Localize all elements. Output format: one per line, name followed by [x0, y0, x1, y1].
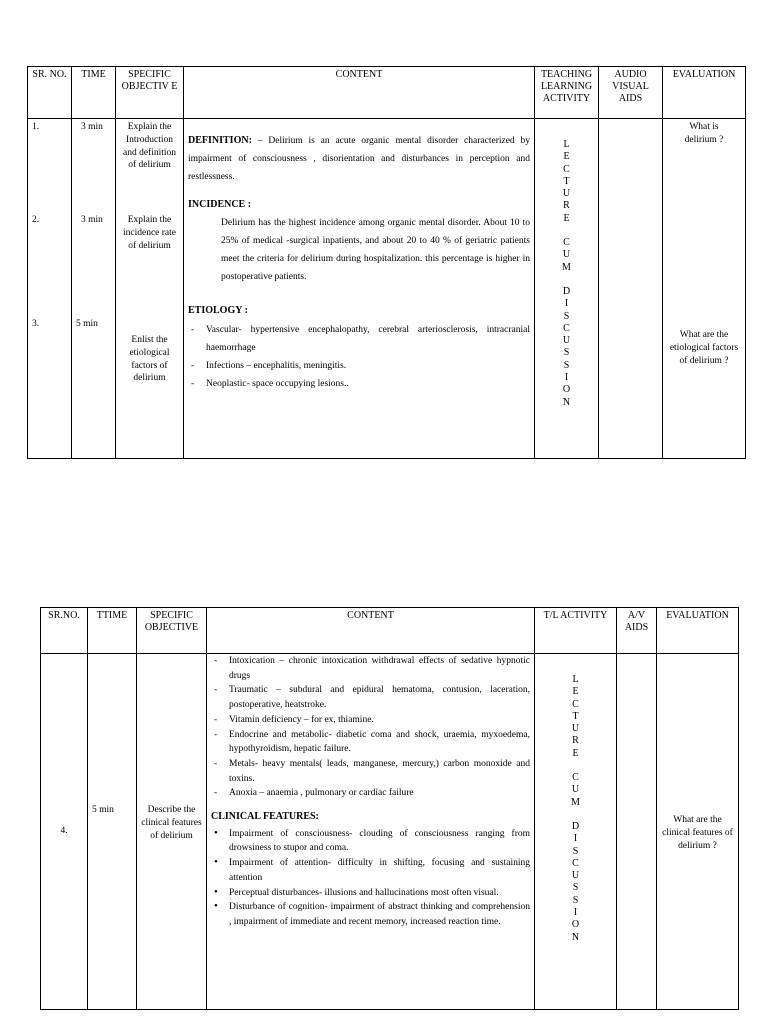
teaching-activity-cell [535, 119, 599, 459]
sr-no-cell [41, 654, 88, 1010]
activity-letter: E [572, 747, 579, 759]
header-evaluation: EVALUATION [657, 608, 739, 654]
evaluation-3: What are the etiological factors of delirium ? [669, 330, 739, 366]
objective-2: Explain the incidence rate of delirium [122, 215, 176, 251]
activity-letter: L [563, 139, 570, 150]
etiology-item: - Infections – encephalitis, meningitis. [188, 357, 530, 375]
activity-letter: N [562, 396, 571, 408]
header-time: TTIME [88, 608, 137, 654]
activity-letter: D [562, 285, 571, 297]
activity-letter: O [562, 384, 571, 396]
activity-letter: C [572, 772, 579, 784]
time-3: 5 min [76, 319, 98, 329]
evaluation-cell [657, 654, 739, 1010]
av-aids-cell [617, 654, 657, 1010]
time-cell [72, 119, 116, 459]
activity-letter: D [571, 820, 580, 832]
incidence-text: Delirium has the highest incidence among organic mental disorder. About 10 to 25% of medical -surgical inpatients, and about 20 to 40 % of geriatric patients meet the criteria for delirium during hospitalization. this percentage is higher in postoperative patients. [221, 217, 530, 282]
activity-letter: U [571, 784, 580, 796]
objective-1: Explain the Introduction and definition of delirium [122, 122, 177, 171]
activity-letter: S [563, 310, 570, 322]
lecture-cum-discussion-vertical [538, 674, 613, 944]
objective-cell [116, 119, 184, 459]
activity-letter: S [572, 845, 579, 857]
objective-cell [137, 654, 207, 1010]
header-av-aids: A/V AIDS [617, 608, 657, 654]
sr-no-2: 2. [32, 215, 40, 225]
evaluation-cell [663, 119, 746, 459]
etiology-item: - Vitamin deficiency – for ex, thiamine. [211, 713, 530, 728]
activity-letter: R [563, 200, 570, 212]
header-evaluation: EVALUATION [663, 67, 746, 119]
time-4: 5 min [92, 805, 114, 815]
activity-letter: C [563, 322, 570, 334]
etiology-item: - Neoplastic- space occupying lesions.. [188, 375, 530, 393]
header-teaching-learning-activity: TEACHING LEARNING ACTIVITY [535, 67, 599, 119]
definition-heading: DEFINITION: [188, 135, 258, 146]
activity-letter: C [572, 698, 579, 710]
lesson-plan-table-1 [27, 66, 746, 459]
header-tl-activity: T/L ACTIVITY [535, 608, 617, 654]
activity-letter: T [572, 710, 579, 722]
evaluation-1: What is delirium ? [684, 122, 724, 145]
clinical-feature-item: • Impairment of consciousness- clouding of consciousness ranging from drowsiness to stupor and coma. [211, 827, 530, 856]
activity-letter: I [564, 298, 569, 310]
activity-letter: U [562, 249, 571, 261]
activity-letter: T [563, 175, 570, 187]
header-content: CONTENT [207, 608, 535, 654]
etiology-continued-list [211, 654, 530, 801]
header-sr-no: SR. NO. [28, 67, 72, 119]
activity-letter: I [573, 833, 578, 845]
audio-visual-aids-cell [599, 119, 663, 459]
definition-paragraph [188, 131, 530, 186]
incidence-heading: INCIDENCE : [188, 199, 252, 211]
activity-letter: C [563, 237, 570, 249]
header-time: TIME [72, 67, 116, 119]
activity-letter: U [562, 188, 571, 200]
time-2: 3 min [81, 215, 103, 225]
clinical-features-list [211, 827, 530, 930]
content-cell [184, 119, 535, 459]
etiology-item: - Intoxication – chronic intoxication withdrawal effects of sedative hypnotic drugs [211, 654, 530, 683]
etiology-item: - Traumatic – subdural and epidural hematoma, contusion, laceration, postoperative, heatstroke. [211, 683, 530, 712]
time-cell [88, 654, 137, 1010]
header-content: CONTENT [184, 67, 535, 119]
activity-letter: R [572, 735, 579, 747]
etiology-item: - Metals- heavy mentals( leads, manganese, mercury,) carbon monoxide and toxins. [211, 757, 530, 786]
activity-letter: S [572, 882, 579, 894]
definition-text: – Delirium is an acute organic mental disorder characterized by impairment of consciousness , disorientation and disturbances in perception and restlessness. [188, 136, 530, 183]
activity-letter: N [571, 931, 580, 943]
activity-letter: I [573, 907, 578, 919]
sr-no-4: 4. [60, 826, 68, 837]
clinical-feature-item: • Disturbance of cognition- impairment of abstract thinking and comprehension , impairment of immediate and recent memory, increased reaction time. [211, 900, 530, 929]
lecture-cum-discussion-vertical [538, 139, 595, 409]
activity-letter: M [571, 796, 580, 808]
activity-letter: U [571, 723, 580, 735]
content-cell [207, 654, 535, 1010]
objective-3: Enlist the etiological factors of delirium [129, 335, 170, 384]
activity-letter: O [571, 919, 580, 931]
clinical-feature-item: • Impairment of attention- difficulty in shifting, focusing and sustaining attention [211, 856, 530, 885]
header-specific-objective: SPECIFIC OBJECTIVE [137, 608, 207, 654]
clinical-feature-item: • Perceptual disturbances- illusions and hallucinations most often visual. [211, 886, 530, 901]
evaluation-4: What are the clinical features of delirium ? [662, 815, 733, 851]
etiology-item: - Anoxia – anaemia , pulmonary or cardiac failure [211, 786, 530, 801]
lesson-plan-table-2 [40, 607, 739, 1010]
header-audio-visual-aids: AUDIO VISUAL AIDS [599, 67, 663, 119]
activity-letter: S [572, 894, 579, 906]
clinical-features-heading: CLINICAL FEATURES: [211, 811, 319, 823]
activity-letter: E [563, 151, 570, 163]
etiology-item: - Endocrine and metabolic- diabetic coma and shock, uraemia, myxoedema, hypothyroidism, hepatic failure. [211, 728, 530, 757]
activity-letter: U [571, 870, 580, 882]
header-sr-no: SR.NO. [41, 608, 88, 654]
sr-no-1: 1. [32, 122, 40, 132]
activity-letter: S [563, 359, 570, 371]
objective-4: Describe the clinical features of delirium [141, 805, 202, 841]
activity-letter: I [564, 372, 569, 384]
etiology-item: - Vascular- hypertensive encephalopathy, cerebral arteriosclerosis, intracranial haemorrhage [188, 321, 530, 357]
etiology-heading: ETIOLOGY : [188, 304, 248, 316]
time-1: 3 min [81, 122, 103, 132]
etiology-list [188, 321, 530, 393]
activity-letter: C [572, 857, 579, 869]
activity-letter: C [563, 163, 570, 175]
activity-letter: S [563, 347, 570, 359]
sr-no-3: 3. [32, 319, 40, 329]
activity-letter: E [572, 686, 579, 698]
activity-letter: E [563, 212, 570, 224]
activity-letter: U [562, 335, 571, 347]
sr-no-cell [28, 119, 72, 459]
activity-letter: M [562, 261, 571, 273]
teaching-activity-cell [535, 654, 617, 1010]
header-specific-objective: SPECIFIC OBJECTIV E [116, 67, 184, 119]
activity-letter: L [572, 674, 579, 685]
